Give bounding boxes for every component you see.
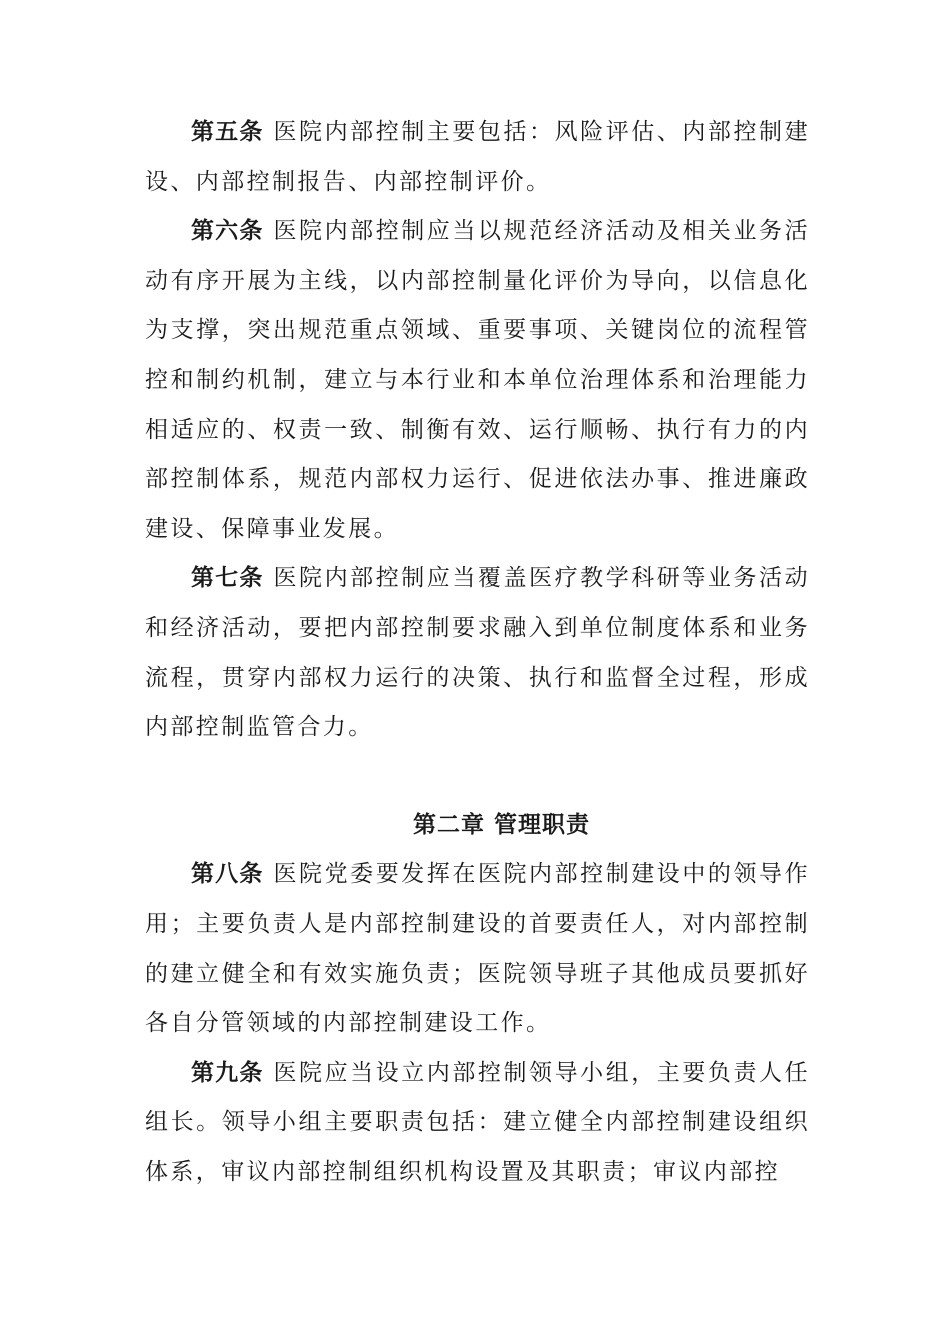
article-text: 医院内部控制应当覆盖医疗教学科研等业务活动和经济活动，要把内部控制要求融入到单位制度体系和业务流程，贯穿内部权力运行的决策、执行和监督全过程，形成内部控制监管合力。 (145, 565, 810, 741)
article-5 (145, 108, 810, 207)
article-label: 第七条 (191, 565, 264, 592)
article-text: 医院内部控制主要包括：风险评估、内部控制建设、内部控制报告、内部控制评价。 (145, 119, 810, 195)
chapter-number: 第二章 (412, 811, 485, 838)
article-6 (145, 207, 810, 554)
section-spacer (145, 753, 810, 801)
article-text: 医院内部控制应当以规范经济活动及相关业务活动有序开展为主线，以内部控制量化评价为导向，以信息化为支撑，突出规范重点领域、重要事项、关键岗位的流程管控和制约机制，建立与本行业和本单位治理体系和治理能力相适应的、权责一致、制衡有效、运行顺畅、执行有力的内部控制体系，规范内部权力运行、促进依法办事、推进廉政建设、保障事业发展。 (145, 218, 810, 542)
document-page (145, 108, 810, 1197)
article-text: 医院党委要发挥在医院内部控制建设中的领导作用；主要负责人是内部控制建设的首要责任人，对内部控制的建立健全和有效实施负责；医院领导班子其他成员要抓好各自分管领域的内部控制建设工作。 (145, 861, 810, 1037)
article-8 (145, 850, 810, 1048)
article-text: 医院应当设立内部控制领导小组，主要负责人任组长。领导小组主要职责包括：建立健全内部控制建设组织体系，审议内部控制组织机构设置及其职责；审议内部控 (145, 1059, 810, 1185)
article-7 (145, 554, 810, 752)
article-label: 第六条 (191, 218, 264, 245)
article-label: 第五条 (191, 119, 264, 145)
chapter-title: 管理职责 (494, 811, 590, 838)
chapter-heading (145, 801, 810, 851)
article-label: 第九条 (191, 1059, 264, 1086)
article-9 (145, 1049, 810, 1198)
article-label: 第八条 (191, 861, 264, 888)
